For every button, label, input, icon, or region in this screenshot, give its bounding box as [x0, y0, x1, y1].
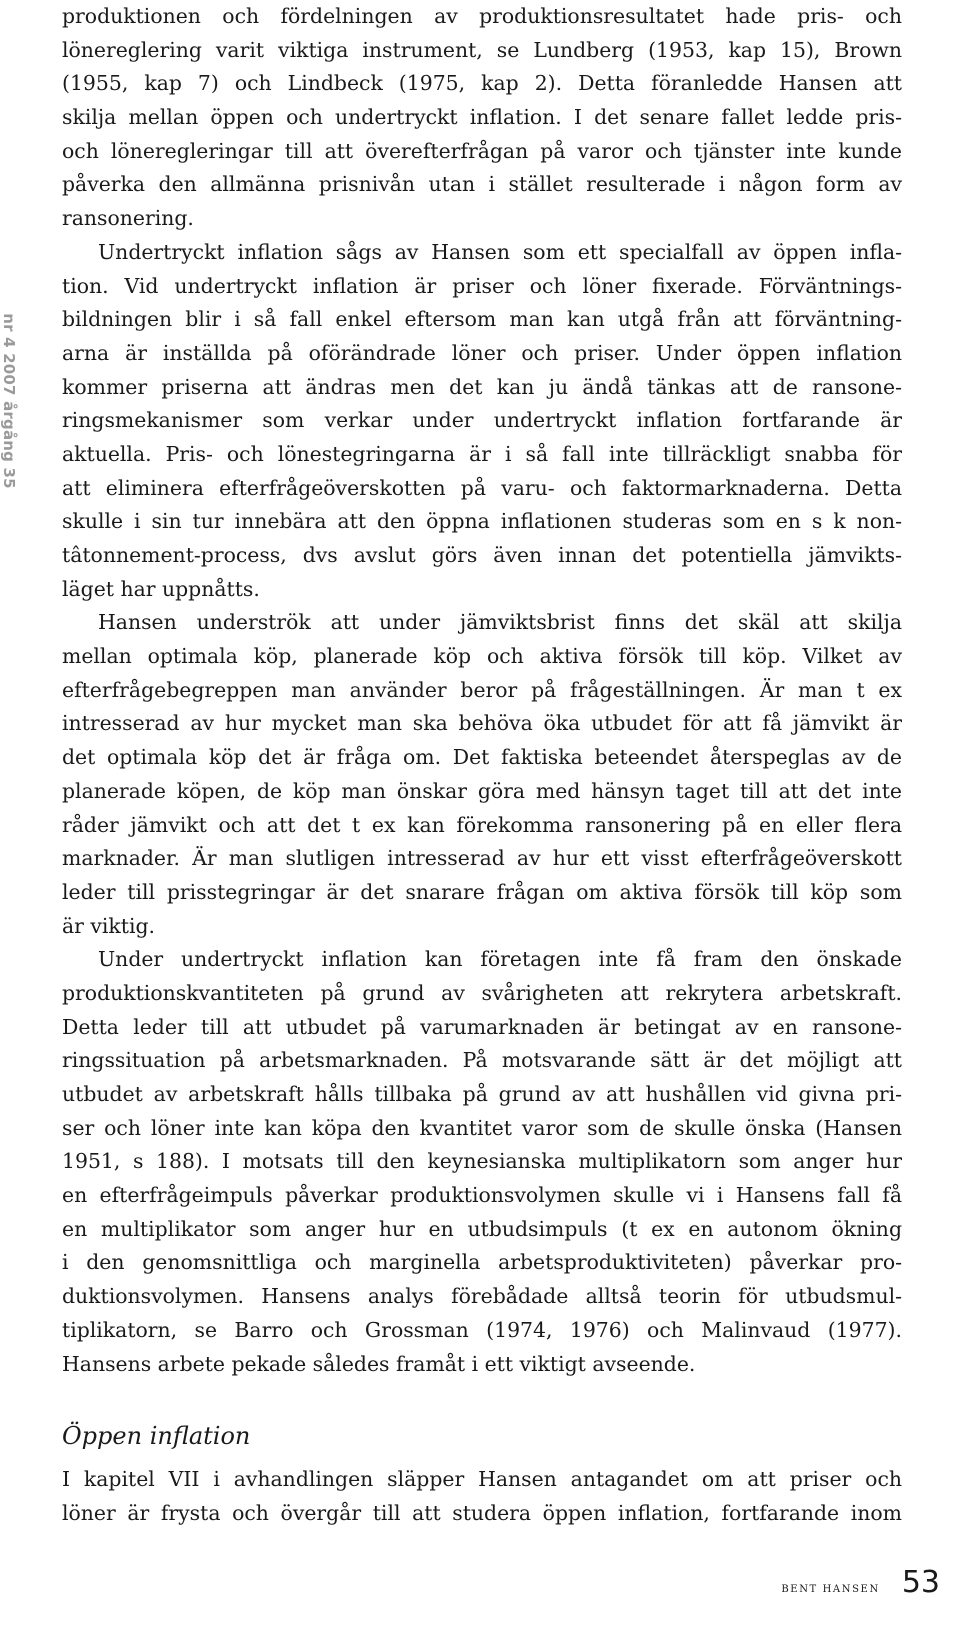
journal-issue-label — [0, 313, 18, 489]
text-line: lönereglering varit viktiga instrument, se Lundberg (1953, kap 15), Brown — [62, 37, 902, 62]
text-line: och löneregleringar till att överefterfrågan på varor och tjänster inte kunde — [62, 138, 902, 163]
running-author: bent hansen — [781, 1580, 880, 1596]
text-line: 1951, s 188). I motsats till den keynesianska multiplikatorn som anger hur — [62, 1149, 902, 1174]
text-line: duktionsvolymen. Hansens analys förebådade alltså teorin för utbudsmul- — [62, 1284, 902, 1309]
section-heading: Öppen inflation — [62, 1422, 251, 1451]
article-body — [62, 0, 902, 1531]
text-line: leder till prisstegringar är det snarare frågan om aktiva försök till köp som — [62, 879, 902, 904]
text-line: en multiplikator som anger hur en utbudsimpuls (t ex en autonom ökning — [62, 1216, 902, 1241]
text-line: Hansens arbete pekade således framåt i ett viktigt avseende. — [62, 1351, 696, 1376]
text-line: tiplikatorn, se Barro och Grossman (1974, 1976) och Malinvaud (1977). — [62, 1317, 902, 1342]
text-line: skilja mellan öppen och undertryckt inflation. I det senare fallet ledde pris- — [62, 105, 902, 130]
text-line: planerade köpen, de köp man önskar göra med hänsyn taget till att det inte — [62, 778, 902, 803]
text-line: löner är frysta och övergår till att studera öppen inflation, fortfarande inom — [62, 1500, 902, 1525]
text-line: (1955, kap 7) och Lindbeck (1975, kap 2). Detta föranledde Hansen att — [62, 71, 902, 96]
text-line: bildningen blir i så fall enkel eftersom man kan utgå från att förväntning- — [62, 307, 902, 332]
text-line: ser och löner inte kan köpa den kvantitet varor som de skulle önska (Hansen — [62, 1115, 902, 1140]
text-line: produktionskvantiteten på grund av svårigheten att rekrytera arbetskraft. — [62, 980, 902, 1005]
text-line: tion. Vid undertryckt inflation är priser och löner fixerade. Förväntnings- — [62, 273, 902, 298]
text-line: en efterfrågeimpuls påverkar produktionsvolymen skulle vi i Hansens fall få — [62, 1183, 902, 1208]
text-line: är viktig. — [62, 913, 156, 938]
text-line: tâtonnement-process, dvs avslut görs även innan det potentiella jämvikts- — [62, 543, 902, 567]
paragraph-4 — [62, 943, 902, 1381]
text-line: Undertryckt inflation sågs av Hansen som ett specialfall av öppen infla- — [98, 239, 902, 264]
text-line: det optimala köp det är fråga om. Det faktiska beteendet återspeglas av de — [62, 745, 902, 770]
text-line: utbudet av arbetskraft hålls tillbaka på grund av att hushållen vid givna pri- — [62, 1082, 902, 1106]
text-line: att eliminera efterfrågeöverskotten på varu- och faktormarknaderna. Detta — [62, 475, 902, 500]
text-line: ransonering. — [62, 206, 194, 231]
section-paragraph — [62, 1463, 902, 1530]
text-line: ringssituation på arbetsmarknaden. På motsvarande sätt är det möjligt att — [62, 1048, 902, 1073]
text-line: marknader. Är man slutligen intresserad av hur ett visst efterfrågeöverskott — [62, 846, 902, 871]
journal-issue-text: nr 4 2007 årgång 35 — [0, 313, 18, 489]
text-line: aktuella. Pris- och lönestegringarna är i så fall inte tillräckligt snabba för — [62, 441, 902, 466]
text-line: I kapitel VII i avhandlingen släpper Hansen antagandet om att priser och — [62, 1467, 902, 1492]
text-line: efterfrågebegreppen man använder beror på frågeställningen. Är man t ex — [62, 677, 902, 702]
paragraph-1 — [62, 0, 902, 236]
page-number: 53 — [901, 1565, 940, 1600]
text-line: läget har uppnåtts. — [62, 576, 260, 601]
text-line: kommer priserna att ändras men det kan ju ändå tänkas att de ransone- — [62, 374, 902, 399]
text-line: mellan optimala köp, planerade köp och aktiva försök till köp. Vilket av — [62, 644, 902, 669]
text-line: ringsmekanismer som verkar under undertryckt inflation fortfarande är — [62, 408, 902, 433]
text-line: Detta leder till att utbudet på varumarknaden är betingat av en ransone- — [62, 1014, 902, 1039]
text-line: Hansen underströk att under jämviktsbrist finns det skäl att skilja — [98, 610, 902, 635]
text-line: produktionen och fördelningen av produktionsresultatet hade pris- och — [62, 4, 902, 28]
paragraph-3 — [62, 606, 902, 943]
text-line: påverka den allmänna prisnivån utan i stället resulterade i någon form av — [62, 172, 902, 197]
text-line: arna är inställda på oförändrade löner och priser. Under öppen inflation — [62, 340, 902, 365]
paragraph-2 — [62, 236, 902, 607]
text-line: i den genomsnittliga och marginella arbetsproduktiviteten) påverkar pro- — [62, 1250, 902, 1275]
text-line: råder jämvikt och att det t ex kan förekomma ransonering på en eller flera — [62, 812, 902, 837]
page-footer — [781, 1565, 940, 1600]
text-line: Under undertryckt inflation kan företagen inte få fram den önskade — [98, 947, 902, 972]
text-line: intresserad av hur mycket man ska behöva öka utbudet för att få jämvikt är — [62, 711, 902, 736]
text-line: skulle i sin tur innebära att den öppna inflationen studeras som en s k non- — [62, 509, 902, 534]
